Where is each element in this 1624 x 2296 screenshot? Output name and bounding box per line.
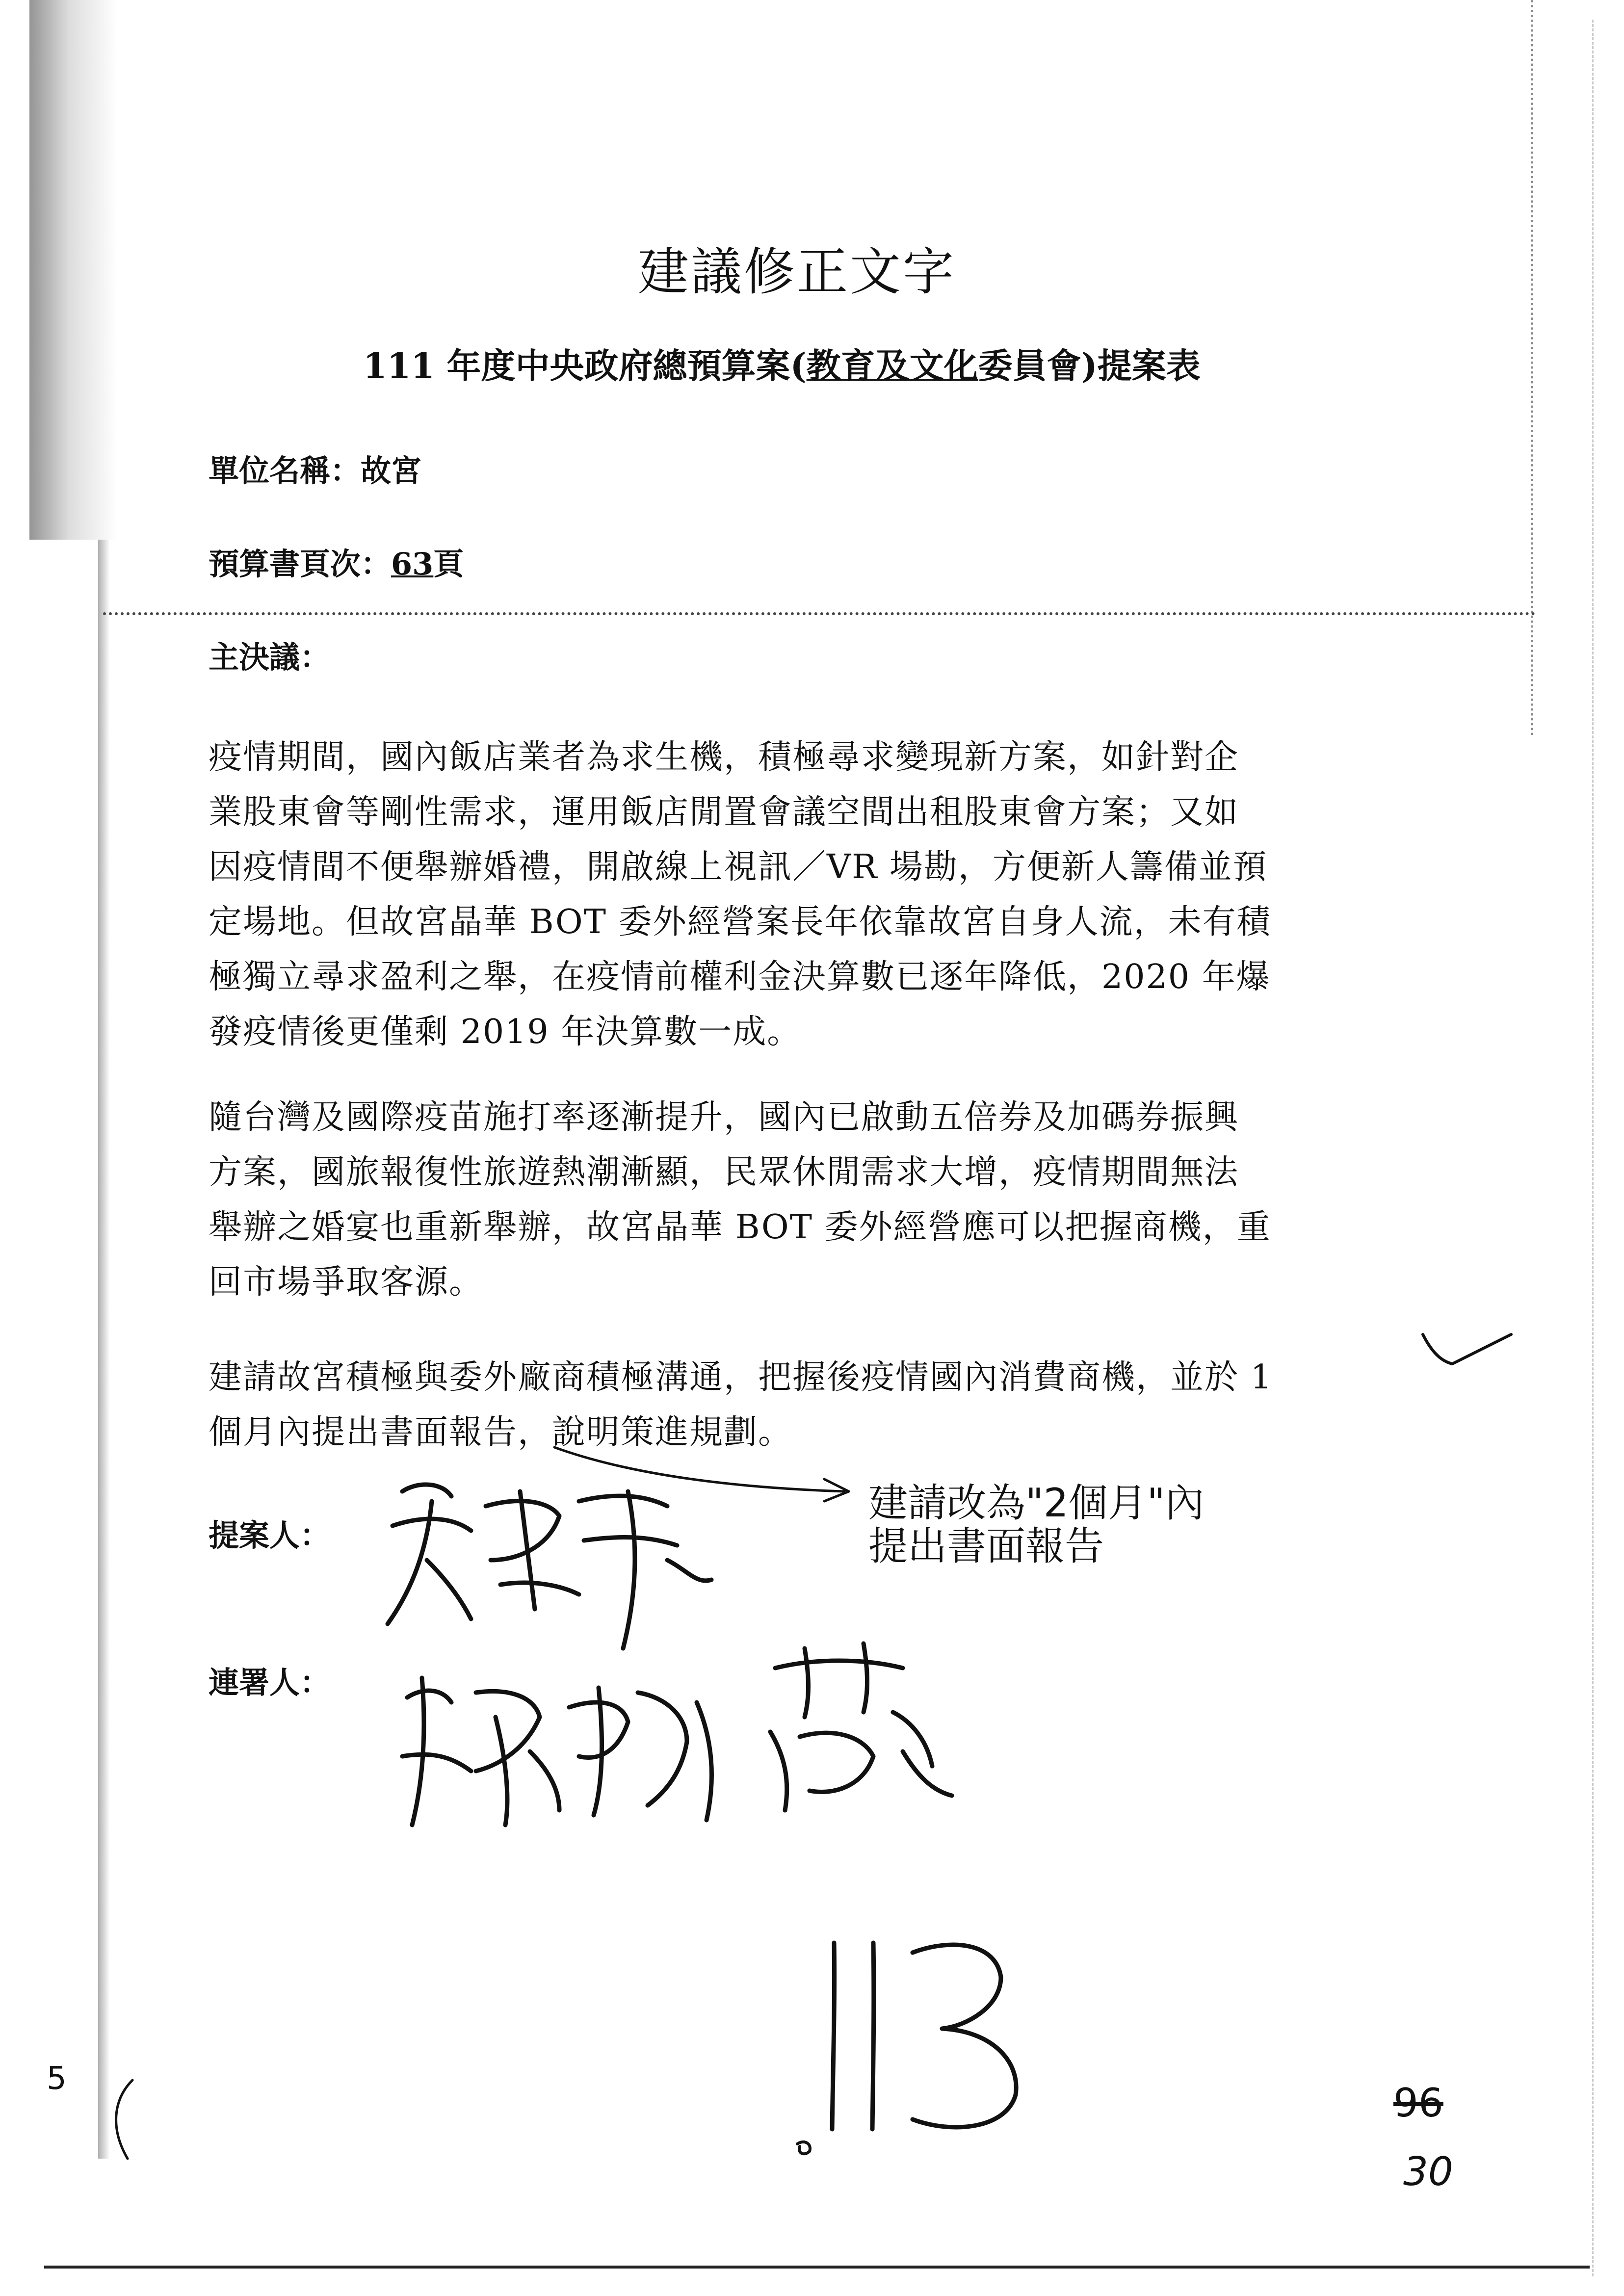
proposer-signature [373, 1462, 726, 1668]
form-title-committee: 教育及文化 [806, 345, 978, 386]
check-mark [1418, 1315, 1516, 1374]
budget-page-label: 預算書頁次： [209, 546, 392, 582]
paragraph-line: 業股東會等剛性需求，運用飯店閒置會議空間出租股東會方案；又如 [209, 793, 1239, 832]
paragraph-line: 回市場爭取客源。 [209, 1263, 484, 1302]
ink-dot [790, 2134, 819, 2164]
budget-page-suffix: 頁 [433, 546, 464, 582]
handwritten-annotation [868, 1482, 1310, 1568]
scan-shadow [29, 0, 118, 540]
paragraph-line: 極獨立尋求盈利之舉，在疫情前權利金決算數已逐年降低，2020 年爆 [209, 958, 1271, 996]
paragraph-line: 疫情期間，國內飯店業者為求生機，積極尋求變現新方案，如針對企 [209, 738, 1239, 777]
paragraph-line: 因疫情間不便舉辦婚禮，開啟線上視訊／VR 場勘，方便新人籌備並預 [209, 848, 1267, 887]
form-title-prefix: 111 年度中央政府總預算案( [363, 345, 807, 386]
form-title-suffix: 委員會)提案表 [978, 345, 1201, 386]
unit-name-value: 故宮 [361, 453, 422, 489]
unit-name-label: 單位名稱： [209, 453, 361, 489]
proposer-label: 提案人： [209, 1517, 331, 1553]
page-bottom-edge [44, 2266, 1590, 2269]
form-title [363, 339, 1344, 388]
unit-name-row [209, 446, 421, 490]
paragraph-line: 隨台灣及國際疫苗施打率逐漸提升，國內已啟動五倍券及加碼券振興 [209, 1098, 1239, 1137]
page-heading: 建議修正文字 [638, 242, 956, 302]
paragraph-line: 建請故宮積極與委外廠商積極溝通，把握後疫情國內消費商機，並於 1 [209, 1358, 1273, 1397]
paragraph-line: 舉辦之婚宴也重新舉辦，故宮晶華 BOT 委外經營應可以把握商機，重 [209, 1208, 1271, 1247]
cosigner-signature-2 [756, 1639, 962, 1825]
scan-shadow-left [98, 540, 110, 2159]
binding-holes [1531, 0, 1538, 736]
margin-bracket [103, 2075, 142, 2164]
budget-page-row [209, 540, 464, 583]
section-divider [103, 612, 1536, 615]
paragraph-line: 定場地。但故宮晶華 BOT 委外經營案長年依靠故宮自身人流，未有積 [209, 903, 1271, 941]
page-edge-line [1592, 20, 1594, 2276]
budget-page-number: 63 [391, 546, 434, 582]
cosigner-signature-1 [393, 1658, 746, 1845]
paragraph-line: 方案，國旅報復性旅遊熱潮漸顯，民眾休閒需求大增，疫情期間無法 [209, 1153, 1239, 1192]
paragraph-line: 個月內提出書面報告，說明策進規劃。 [209, 1413, 793, 1452]
annotation-line: 建請改為"2個月"內 [868, 1480, 1205, 1526]
paragraph-2 [209, 1090, 1415, 1310]
margin-number-struck: 96 [1393, 2080, 1443, 2126]
handwritten-page-number [805, 1933, 1040, 2139]
paragraph-line: 發疫情後更僅剩 2019 年決算數一成。 [209, 1013, 802, 1051]
paragraph-1 [209, 730, 1415, 1060]
cosigner-label: 連署人： [209, 1665, 331, 1700]
margin-number: 30 [1403, 2149, 1453, 2194]
main-resolution-label: 主決議： [209, 639, 331, 675]
annotation-line: 提出書面報告 [868, 1523, 1104, 1569]
margin-digit: 5 [47, 2061, 67, 2097]
